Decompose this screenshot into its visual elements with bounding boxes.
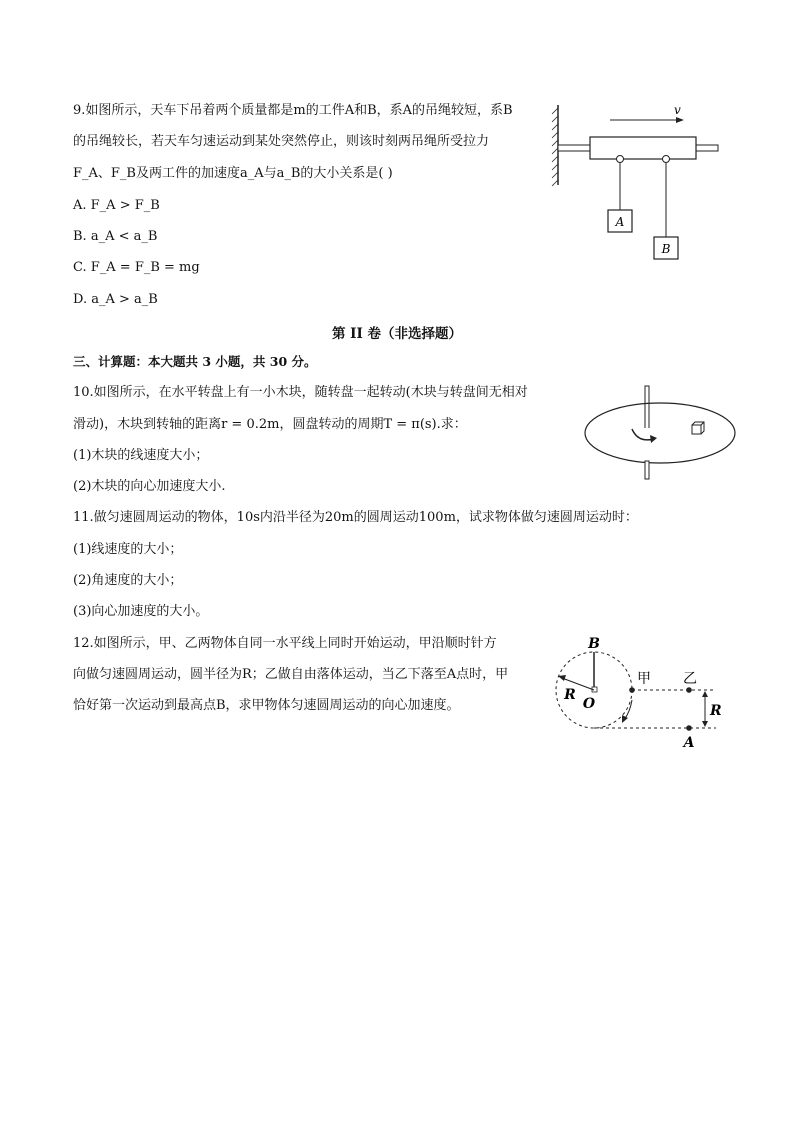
crane-figure <box>548 100 728 265</box>
q11-line-1: 11.做匀速圆周运动的物体，10s内沿半径为20m的圆周运动100m，试求物体做匀速圆周运动时： <box>73 510 638 525</box>
height-r-label: R <box>710 703 722 719</box>
q10-line-4: (2)木块的向心加速度大小. <box>73 479 226 494</box>
section-2-title: 第 II 卷（非选择题） <box>331 326 463 342</box>
crane-velocity-label: v <box>674 103 681 117</box>
q11-line-2: (1)线速度的大小； <box>73 542 183 557</box>
weight-b-label: B <box>661 242 671 256</box>
point-a-label: A <box>683 735 695 751</box>
weight-a-label: A <box>615 215 625 229</box>
q12-line-3: 恰好第一次运动到最高点B，求甲物体匀速圆周运动的向心加速度。 <box>73 698 460 713</box>
point-b-label: B <box>588 636 600 652</box>
yi-label: 乙 <box>683 671 697 687</box>
jia-label: 甲 <box>637 671 651 687</box>
turntable-figure <box>580 383 740 483</box>
q9-line-2: 的吊绳较长，若天车匀速运动到某处突然停止，则该时刻两吊绳所受拉力 <box>73 134 490 149</box>
q9-option-b: B. a_A < a_B <box>73 229 158 244</box>
q11-line-3: (2)角速度的大小； <box>73 573 183 588</box>
section-3-header: 三、计算题：本大题共 3 小题，共 30 分。 <box>73 354 317 369</box>
q9-option-a: A. F_A > F_B <box>73 198 160 213</box>
circular-motion-figure <box>548 630 728 755</box>
q9-line-3: F_A、F_B及两工件的加速度a_A与a_B的大小关系是( ) <box>73 166 393 181</box>
radius-r-label: R <box>564 687 576 703</box>
q9-option-d: D. a_A > a_B <box>73 292 158 307</box>
q12-line-1: 12.如图所示，甲、乙两物体自同一水平线上同时开始运动，甲沿顺时针方 <box>73 636 497 651</box>
q11-line-4: (3)向心加速度的大小。 <box>73 604 209 619</box>
center-o-label: O <box>582 696 596 712</box>
q10-line-1: 10.如图所示，在水平转盘上有一小木块，随转盘一起转动(木块与转盘间无相对 <box>73 385 528 400</box>
q9-option-c: C. F_A = F_B = mg <box>73 260 200 275</box>
q10-line-2: 滑动)，木块到转轴的距离r = 0.2m，圆盘转动的周期T = π(s).求： <box>73 417 467 432</box>
q12-line-2: 向做匀速圆周运动，圆半径为R；乙做自由落体运动，当乙下落至A点时，甲 <box>73 667 509 682</box>
q9-line-1: 9.如图所示，天车下吊着两个质量都是m的工件A和B，系A的吊绳较短，系B <box>73 103 513 118</box>
q10-line-3: (1)木块的线速度大小； <box>73 448 209 463</box>
